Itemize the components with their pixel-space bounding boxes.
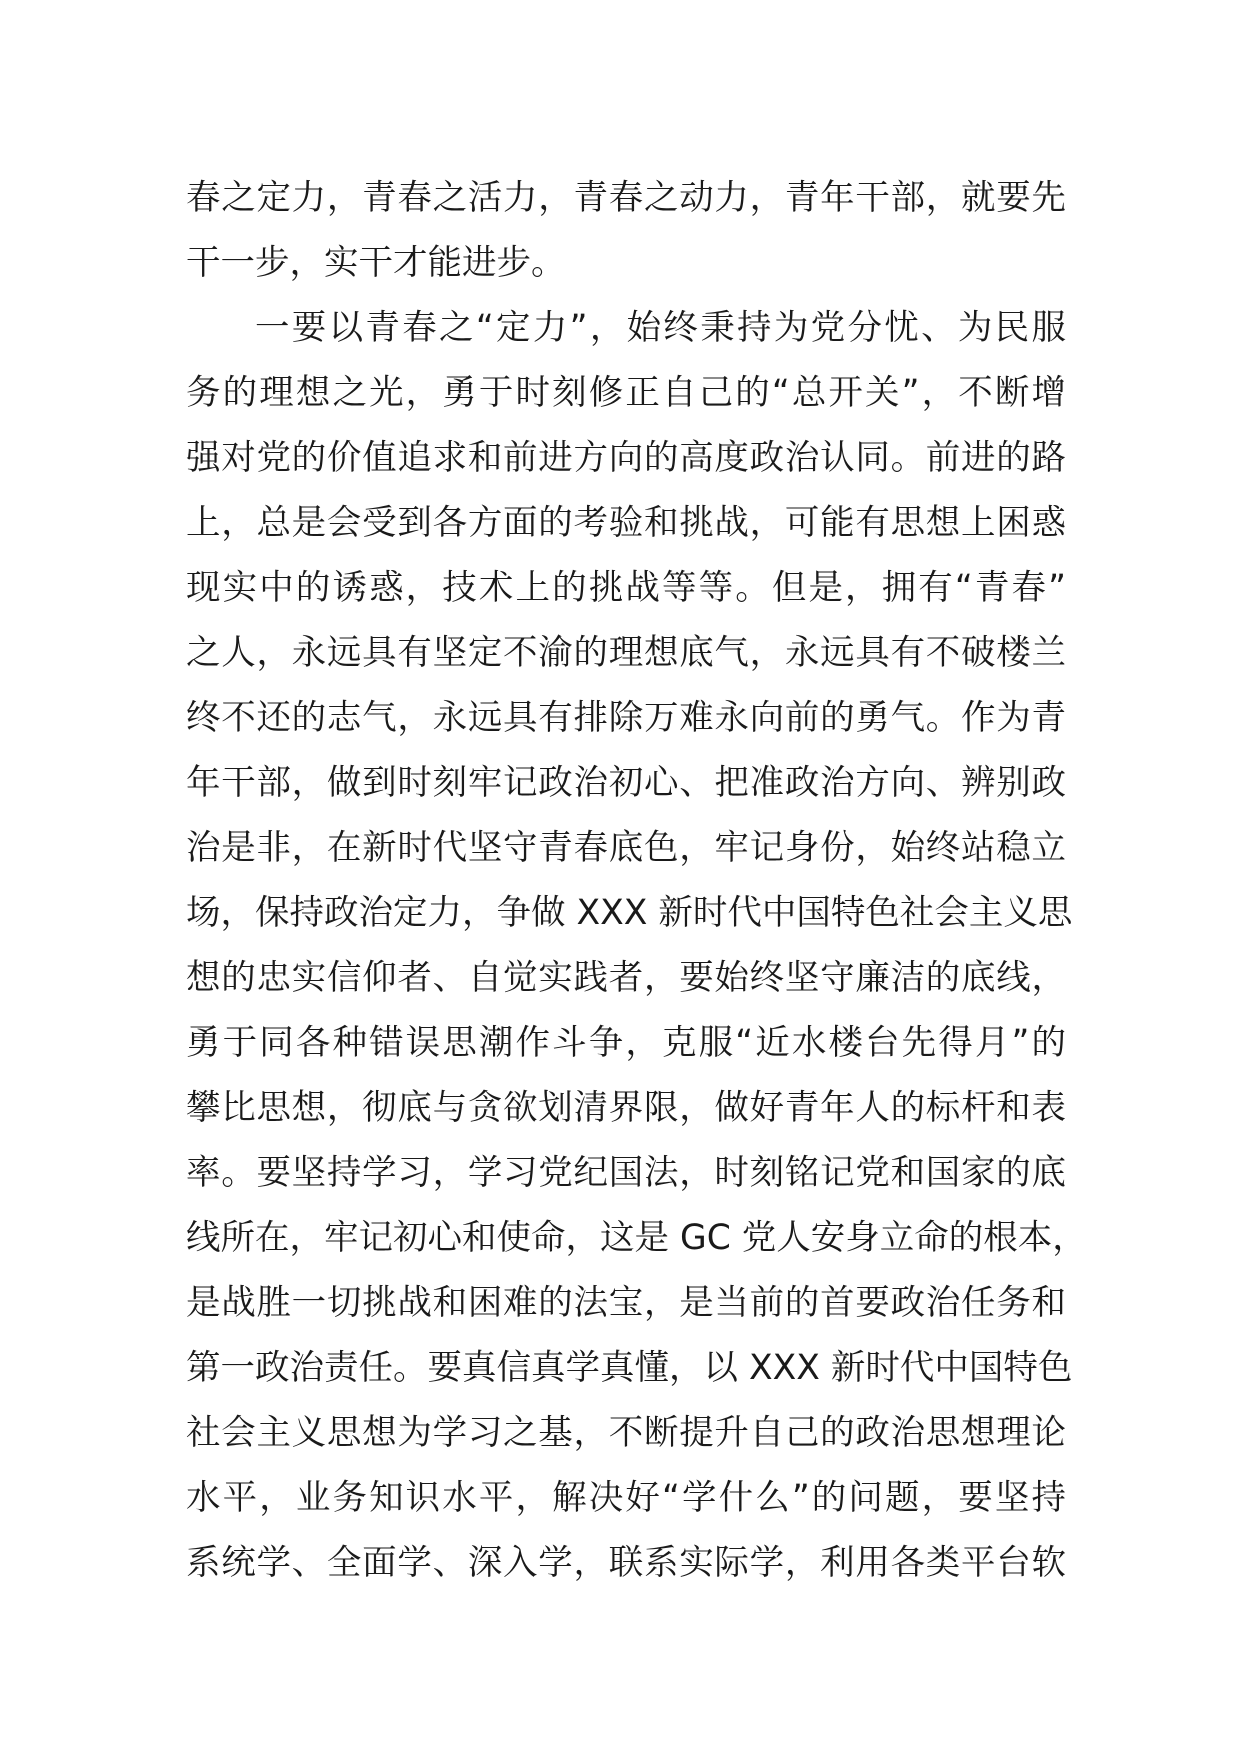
text-line: 社会主义思想为学习之基，不断提升自己的政治思想理论: [186, 1413, 1066, 1453]
text-line: 想的忠实信仰者、自觉实践者，要始终坚守廉洁的底线，: [186, 958, 1066, 998]
text-line: 线所在，牢记初心和使命，这是 GC 党人安身立命的根本，: [186, 1218, 1087, 1258]
text-line: 之人，永远具有坚定不渝的理想底气，永远具有不破楼兰: [186, 633, 1066, 673]
body-text: [186, 166, 1087, 1596]
paragraph-first-line: 一要以青春之“定力”，始终秉持为党分忧、为民服: [255, 308, 1066, 348]
text-line: 第一政治责任。要真信真学真懂，以 XXX 新时代中国特色: [186, 1348, 1073, 1388]
text-line: 系统学、全面学、深入学，联系实际学，利用各类平台软: [186, 1543, 1066, 1583]
text-line: 水平，业务知识水平，解决好“学什么”的问题，要坚持: [186, 1478, 1066, 1518]
text-line: 勇于同各种错误思潮作斗争，克服“近水楼台先得月”的: [186, 1023, 1066, 1063]
text-line: 是战胜一切挑战和困难的法宝，是当前的首要政治任务和: [186, 1283, 1066, 1323]
text-line: 春之定力，青春之活力，青春之动力，青年干部，就要先: [186, 178, 1066, 218]
text-line: 攀比思想，彻底与贪欲划清界限，做好青年人的标杆和表: [186, 1088, 1066, 1128]
text-line: 年干部，做到时刻牢记政治初心、把准政治方向、辨别政: [186, 763, 1066, 803]
text-line: 率。要坚持学习，学习党纪国法，时刻铭记党和国家的底: [186, 1153, 1066, 1193]
text-line: 场，保持政治定力，争做 XXX 新时代中国特色社会主义思: [186, 893, 1073, 933]
text-line: 治是非，在新时代坚守青春底色，牢记身份，始终站稳立: [186, 828, 1066, 868]
text-line: 强对党的价值追求和前进方向的高度政治认同。前进的路: [186, 438, 1066, 478]
text-line: 终不还的志气，永远具有排除万难永向前的勇气。作为青: [186, 698, 1066, 738]
text-line: 务的理想之光，勇于时刻修正自己的“总开关”，不断增: [186, 373, 1066, 413]
text-line: 现实中的诱惑，技术上的挑战等等。但是，拥有“青春”: [186, 568, 1066, 608]
text-line: 上，总是会受到各方面的考验和挑战，可能有思想上困惑: [186, 503, 1066, 543]
text-line: 干一步，实干才能进步。: [186, 243, 566, 283]
